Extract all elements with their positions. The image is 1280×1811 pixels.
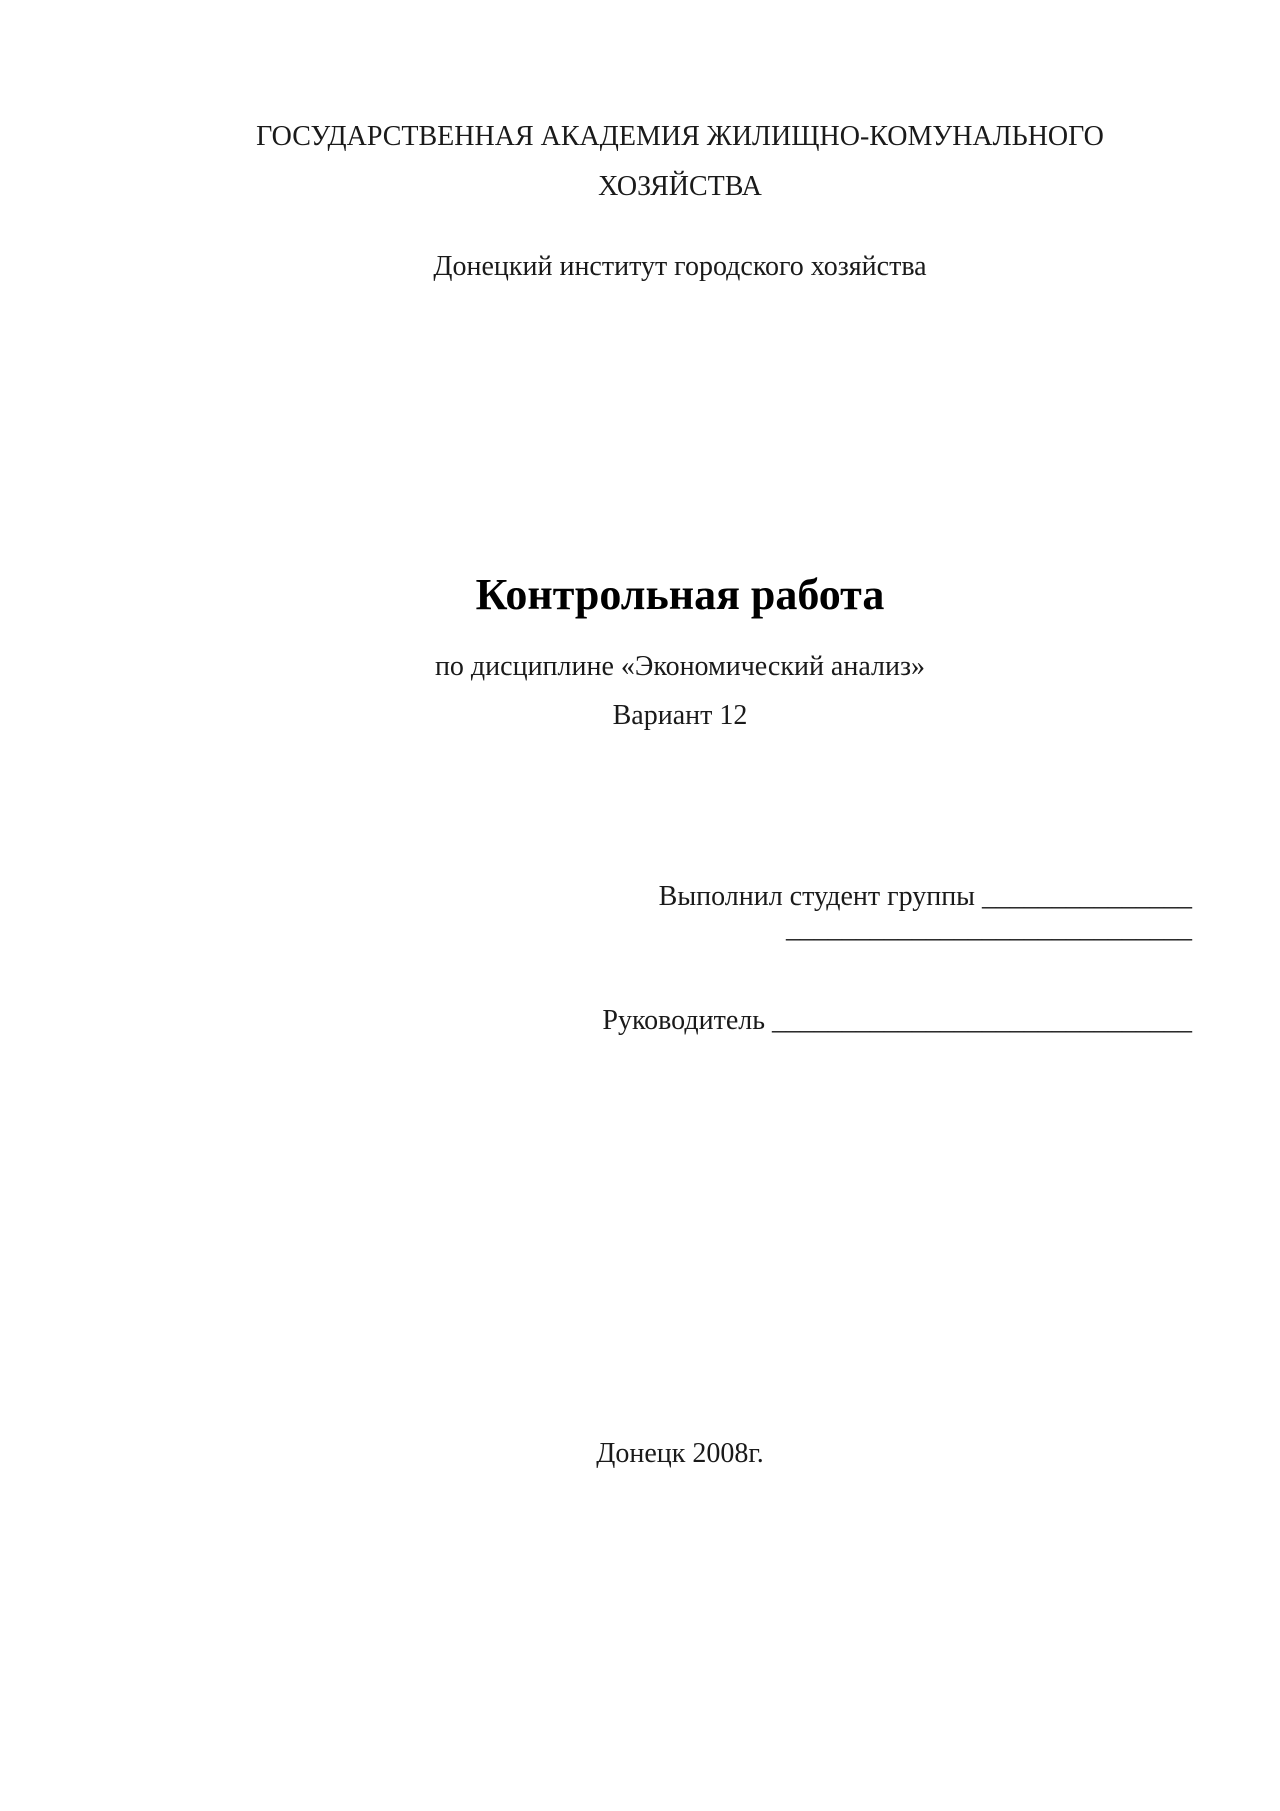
variant-line: Вариант 12: [612, 700, 748, 731]
student-name-blank: _____________________________: [786, 913, 1192, 944]
academy-name-line2: ХОЗЯЙСТВА: [598, 171, 762, 202]
city-year: Донецк 2008г.: [596, 1438, 764, 1469]
document-title: Контрольная работа: [475, 570, 885, 619]
academy-name-line1: ГОСУДАРСТВЕННАЯ АКАДЕМИЯ ЖИЛИЩНО-КОМУНАЛЬНОГО: [256, 121, 1104, 152]
supervisor-line: Руководитель ______________________________: [602, 1005, 1192, 1036]
institute-name: Донецкий институт городского хозяйства: [433, 251, 927, 282]
discipline-line: по дисциплине «Экономический анализ»: [434, 651, 926, 682]
student-group-line: Выполнил студент группы _______________: [658, 881, 1192, 912]
